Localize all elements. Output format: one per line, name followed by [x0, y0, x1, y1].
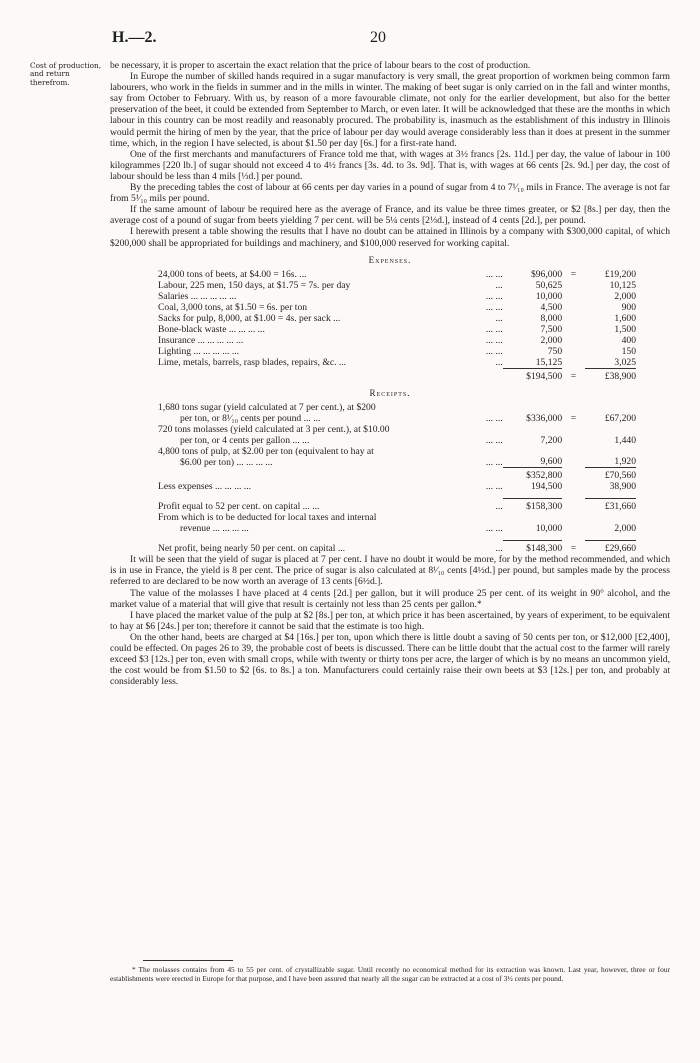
footnote	[110, 965, 670, 983]
body-text	[110, 60, 670, 687]
subtotal-row	[158, 468, 636, 482]
gbp-value: £29,660	[585, 541, 636, 555]
equals-sign	[562, 302, 585, 313]
paragraph: The value of the molasses I have placed at 4 cents [2d.] per gallon, but it will produce 25 per cent. of its weight in 90° alcohol, and the market value of a material that will give that result is certainly not less than 25 cents per gallon.*	[110, 587, 670, 610]
receipt-item	[158, 424, 445, 446]
table-row	[158, 269, 636, 280]
receipt-item-line: per ton, or 4 cents per gallon ... ...	[180, 434, 310, 446]
expense-item: Lime, metals, barrels, rasp blades, repairs, &c. ...	[158, 357, 347, 369]
receipt-item	[158, 402, 445, 424]
expenses-total-usd: $194,500	[503, 368, 562, 382]
equals-sign	[562, 446, 585, 468]
gbp-value: 1,440	[614, 434, 636, 446]
equals-sign	[562, 280, 585, 291]
expense-item: Bone-black waste ... ... ... ...	[158, 323, 265, 335]
leader-dots: ... ...	[485, 334, 503, 346]
leader-dots: ...	[495, 279, 503, 291]
gbp-value: 2,000	[614, 290, 636, 302]
expenses-title: Expenses.	[368, 254, 412, 265]
gbp-value: £19,200	[604, 268, 636, 280]
footnote-text: * The molasses contains from 45 to 55 per cent. of crystallizable sugar. Until recently no economical method for its extraction was known. Last year, however, three or four establishments were erected in Europe for that purpose, and I have been assured that nearly all the sugar can be extracted at a cost of 3½ cents per pound.	[110, 965, 670, 983]
receipt-item-line: $6.00 per ton) ... ... ... ...	[180, 456, 273, 468]
receipt-item	[158, 446, 445, 468]
usd-value: $96,000	[530, 268, 563, 280]
table-row	[158, 424, 636, 446]
paragraph: I have placed the market value of the pulp at $2 [8s.] per ton, at which price it has been ascertained, by years of experiment, to be equivalent to hay at $6 [24s.] per ton; therefore it cannot be said that the estimate is too high.	[110, 609, 670, 632]
gbp-value: 1,500	[614, 323, 636, 335]
gbp-value: £67,200	[604, 412, 636, 424]
equals-sign	[562, 313, 585, 324]
equals-sign	[562, 324, 585, 335]
total-row	[158, 368, 636, 382]
receipts-title: Receipts.	[369, 387, 411, 398]
profit-label: Profit equal to 52 per cent. on capital ... ...	[158, 501, 320, 513]
leader-dots: ...	[495, 543, 503, 555]
leader-dots: ... ...	[485, 323, 503, 335]
gbp-value: 400	[621, 334, 636, 346]
paragraph: On the other hand, beets are charged at $4 [16s.] per ton, upon which there is little doubt a saving of 50 cents per ton, or $12,000 [£2,400], could be effected. On pages 26 to 39, the probable cost of beets is discussed. There can be little doubt that the actual cost to the farmer will rarely exceed $3 [12s.] per ton, even with small crops, while with twenty or thirty tons per acre, the larger of which is by no means an uncommon yield, the cost would be from $1.50 to $2 [6s. to 8s.] a ton. Manufacturers could certainly raise their own beets at $3 [12s.] per ton, and probably at considerably less.	[110, 631, 670, 688]
paragraph: It will be seen that the yield of sugar is placed at 7 per cent. I have no doubt it would be more, for by the method recommended, and which is in use in France, the yield is 8 per cent. The price of sugar is also calculated at 8¹⁄₁₀ cents [4½d.] per pound, but samples made by the process referred to are declared to be now worth an average of 13 cents [6½d.].	[110, 554, 670, 588]
series-label: H.—2.	[112, 29, 157, 46]
table-row	[158, 280, 636, 291]
equals-sign	[562, 335, 585, 346]
paragraph: By the preceding tables the cost of labour at 66 cents per day varies in a pound of sugar from 4 to 7¹⁄₁₀ mils in France. The average is not far from 5¹⁄₁₀ mils per pound.	[110, 182, 670, 205]
usd-value: 10,000	[535, 290, 563, 302]
equals-sign: =	[570, 412, 577, 424]
deduction-label	[158, 512, 445, 534]
usd-value: 194,500	[530, 481, 563, 493]
usd-value: 7,200	[540, 434, 563, 446]
receipt-item-line: 4,800 tons of pulp, at $2.00 per ton (equivalent to hay at	[158, 445, 374, 457]
usd-value: 50,625	[535, 279, 563, 291]
equals-sign: =	[570, 543, 577, 555]
deduction-line: From which is to be deducted for local taxes and internal	[158, 512, 377, 524]
paragraph: One of the first merchants and manufacturers of France told me that, with wages at 3½ francs [2s. 11d.] per day, the value of labour in 100 kilogrammes [220 lb.] of sugar should not exceed 4 to 4½ francs [3s. 4d. to 3s. 9d]. That is, with wages at 66 cents [2s. 9d.] per day, the cost of labour should be less than 4 mils [⅓d.] per pound.	[110, 148, 670, 182]
expense-item: Salaries ... ... ... ... ...	[158, 290, 237, 302]
leader-dots: ... ...	[485, 523, 503, 535]
profit-row	[158, 499, 636, 513]
usd-value: 8,000	[540, 312, 563, 324]
paragraph: I herewith present a table showing the results that I have no doubt can be attained in Illinois by a company with $300,000 capital, of which $200,000 shall be appropriated for buildings and machinery, and $100,000 reserved for working capital.	[110, 226, 670, 249]
usd-value: $148,300	[503, 541, 562, 555]
usd-value: $158,300	[503, 499, 562, 513]
expense-item: Labour, 225 men, 150 days, at $1.75 = 7s. per day	[158, 279, 351, 291]
leader-dots: ... ...	[485, 434, 503, 446]
footnote-divider	[143, 960, 233, 961]
expense-item: Coal, 3,000 tons, at $1.50 = 6s. per ton	[158, 301, 308, 313]
net-profit-label: Net profit, being nearly 50 per cent. on capital ...	[158, 543, 346, 555]
leader-dots: ... ...	[485, 456, 503, 468]
receipts-subtotal-usd: $352,800	[503, 468, 562, 482]
gbp-value: 1,920	[614, 456, 636, 468]
equals-sign	[562, 424, 585, 446]
table-row	[158, 291, 636, 302]
leader-dots: ...	[495, 501, 503, 513]
expense-item: Insurance ... ... ... ... ...	[158, 334, 244, 346]
net-profit-row	[158, 541, 636, 555]
usd-value: 7,500	[540, 323, 563, 335]
expense-item: Sacks for pulp, 8,000, at $1.00 = 4s. per sack ...	[158, 312, 341, 324]
leader-dots: ... ...	[485, 481, 503, 493]
table-row	[158, 313, 636, 324]
usd-value: 9,600	[540, 456, 563, 468]
gbp-value: 900	[621, 301, 636, 313]
table-row	[158, 402, 636, 424]
leader-dots: ...	[495, 357, 503, 369]
table-row	[158, 302, 636, 313]
equals-sign	[562, 357, 585, 369]
gbp-value: 3,025	[614, 356, 636, 368]
table-row	[158, 324, 636, 335]
table-row	[158, 335, 636, 346]
usd-value: $336,000	[526, 412, 563, 424]
usd-value: 10,000	[535, 523, 563, 535]
leader-dots: ... ...	[485, 345, 503, 357]
equals-sign	[562, 346, 585, 357]
usd-value: 750	[547, 345, 563, 357]
deduction-row	[158, 512, 636, 534]
receipt-item-line: 1,680 tons sugar (yield calculated at 7 per cent.), at $200	[158, 401, 376, 413]
table-row	[158, 357, 636, 369]
gbp-value: 150	[621, 345, 636, 357]
expenses-table	[158, 269, 636, 382]
receipts-subtotal-gbp: £70,560	[585, 468, 636, 482]
deduction-line: revenue ... ... ... ...	[180, 523, 249, 535]
page-number: 20	[370, 29, 386, 46]
gbp-value: 2,000	[614, 523, 636, 535]
usd-value: 4,500	[540, 301, 563, 313]
receipt-item-line: per ton, or 8¹⁄₁₀ cents per pound ... ...	[180, 412, 321, 424]
usd-value: 2,000	[540, 334, 563, 346]
less-expenses-row	[158, 481, 636, 492]
less-expenses-label: Less expenses ... ... ... ...	[158, 481, 251, 493]
equals-sign	[562, 291, 585, 302]
leader-dots: ... ...	[485, 290, 503, 302]
gbp-value: 1,600	[614, 312, 636, 324]
margin-note: Cost of production, and return therefrom.	[30, 61, 102, 87]
leader-dots: ... ...	[485, 268, 503, 280]
table-row	[158, 346, 636, 357]
gbp-value: 10,125	[609, 279, 636, 291]
gbp-value: £31,660	[585, 499, 636, 513]
gbp-value: 38,900	[609, 481, 636, 493]
leader-dots: ... ...	[485, 301, 503, 313]
receipt-item-line: 720 tons molasses (yield calculated at 3 per cent.), at $10.00	[158, 423, 390, 435]
receipts-table	[158, 402, 636, 555]
expense-item: Lighting ... ... ... ... ...	[158, 345, 240, 357]
table-row	[158, 446, 636, 468]
leader-dots: ...	[495, 312, 503, 324]
paragraph: In Europe the number of skilled hands required in a sugar manufactory is very small, the great proportion of workmen being common farm labourers, who work in the fields in summer and in the mills in winter. The making of beet sugar is only carried on in the fall and winter months, say from October to February. With us, by reason of a more favourable climate, not only for the earlier development, but also for the better preservation of the beet, it could be extended from September to March, or even later. It will be acknowledged that these are the months in which labour in this country can be most readily and reasonably procured. The probability is, inasmuch as the establishment of this industry in Illinois would permit the hiring of men by the year, that the price of labour per day would average considerably less than it does at present in the summer time, which, in the region I have selected, is about $1.50 per day [6s.] for a first-rate hand.	[110, 71, 670, 149]
equals-sign: =	[570, 370, 577, 382]
expense-item: 24,000 tons of beets, at $4.00 = 16s. ...	[158, 268, 307, 280]
equals-sign: =	[570, 268, 577, 280]
usd-value: 15,125	[535, 356, 563, 368]
paragraph: be necessary, it is proper to ascertain the exact relation that the price of labour bears to the cost of production.	[110, 60, 531, 71]
expenses-total-gbp: £38,900	[585, 368, 636, 382]
paragraph: If the same amount of labour be required here as the average of France, and its value be three times greater, or $2 [8s.] per day, then the average cost of a pound of sugar from beets yielding 7 per cent. will be 5¼ cents [2⅓d.], instead of 4 cents [2d.], per pound.	[110, 204, 670, 227]
leader-dots: ... ...	[485, 412, 503, 424]
